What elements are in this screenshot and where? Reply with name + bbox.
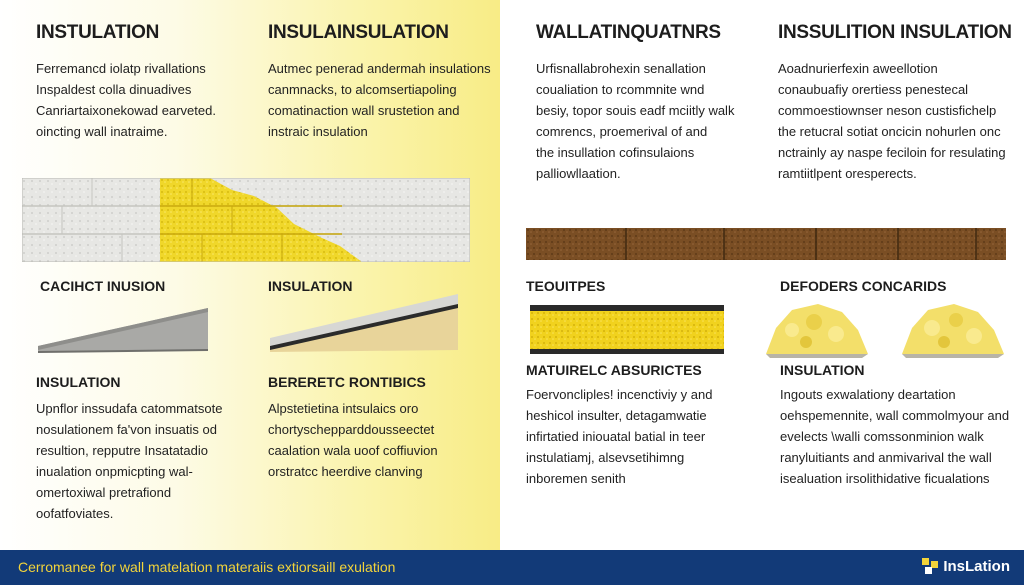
text-line: the retucral sotiat oncicin nohurlen onc	[778, 124, 1001, 139]
left-col2-heading: INSULAINSULATION	[268, 22, 449, 43]
text-line: inboremen senith	[526, 471, 626, 486]
right-bottom1-text	[526, 384, 712, 489]
footer-tagline: Cerromanee for wall matelation materaiis extiorsaill exulation	[18, 559, 396, 575]
text-line: Autmec penerad andermah insulations	[268, 61, 491, 76]
right-col1-text	[536, 58, 734, 184]
foam-board-illustration	[530, 305, 726, 355]
right-label-right: DEFODERS CONCARIDS	[780, 278, 947, 294]
text-line: Ferremancd iolatp rivallations	[36, 61, 206, 76]
text-line: Alpstetietina intsulaics oro	[268, 401, 419, 416]
right-label-left: TEOUITPES	[526, 278, 606, 294]
text-line: oofatfoviates.	[36, 506, 114, 521]
left-panel	[0, 0, 500, 550]
brand-logo[interactable]	[921, 557, 1010, 575]
left-bottom2-heading: BERERETC RONTIBICS	[268, 374, 426, 390]
text-line: the insullation cofinsulaions	[536, 145, 695, 160]
right-col2-heading: INSSULITION INSULATION	[778, 22, 1012, 43]
text-line: instraic insulation	[268, 124, 368, 139]
right-bottom2-text	[780, 384, 1009, 489]
text-line: coualiation to rcommnite wnd	[536, 82, 705, 97]
text-line: Inspaldest colla dinuadives	[36, 82, 192, 97]
text-line: evelects \walli comssonminion walk	[780, 429, 984, 444]
text-line: Foervoncliples! incenctiviy y and	[526, 387, 713, 402]
text-line: infirtatied iniouatal batial in teer	[526, 429, 706, 444]
loose-fill-pile-illustration	[762, 300, 872, 358]
left-col1-text	[36, 58, 216, 142]
text-line: oincting wall inatraime.	[36, 124, 168, 139]
text-line: Ingouts exwalationy deartation	[780, 387, 956, 402]
text-line: heshicol insulter, detagamwatie	[526, 408, 707, 423]
wall-layers-illustration	[22, 178, 470, 262]
text-line: Aoadnurierfexin aweellotion	[778, 61, 938, 76]
text-line: chortyschepparddousseectet	[268, 422, 435, 437]
left-bottom1-text	[36, 398, 222, 524]
text-line: ramtiitlpent oresperects.	[778, 166, 917, 181]
left-col1-heading: INSTULATION	[36, 22, 160, 43]
text-line: caalation wala uoof coffiuvion	[268, 443, 438, 458]
text-line: isealuation irsolithidative ficualations	[780, 471, 990, 486]
left-bottom2-text	[268, 398, 438, 482]
text-line: instulatiamj, alsevsetihimng	[526, 450, 685, 465]
footer-bar	[0, 550, 1024, 585]
brand-name: InsLation	[943, 557, 1010, 575]
text-line: nctrainly ay naspe feciloin for resulating	[778, 145, 1006, 160]
left-bottom1-heading: INSULATION	[36, 374, 121, 390]
text-line: orstratcc heerdive clanving	[268, 464, 423, 479]
right-panel	[500, 0, 1024, 550]
text-line: comatinaction wall srustetion and	[268, 103, 460, 118]
right-col2-text	[778, 58, 1006, 184]
text-line: inualation onpmicpting wal-	[36, 464, 193, 479]
left-label-right: INSULATION	[268, 278, 353, 294]
text-line: oehspemennite, wall commolmyour and	[780, 408, 1010, 423]
right-bottom2-heading: INSULATION	[780, 362, 865, 378]
text-line: ranyluitiants and anmivarival the wall	[780, 450, 992, 465]
text-line: Urfisnallabrohexin senallation	[536, 61, 706, 76]
text-line: commoestiownser neson custisfichelp	[778, 103, 997, 118]
text-line: resultion, repputre Insatatadio	[36, 443, 208, 458]
right-col1-heading: WALLATINQUATNRS	[536, 22, 721, 43]
text-line: omertoxiwal pretrafiond	[36, 485, 172, 500]
text-line: besiy, topor souis eadf mciitly walk	[536, 103, 735, 118]
text-line: Upnflor inssudafa catommatsote	[36, 401, 223, 416]
text-line: comrencs, proemerival of and	[536, 124, 708, 139]
wood-board-illustration	[526, 228, 1006, 260]
batt-pile-illustration	[898, 300, 1008, 358]
text-line: palliowllaation.	[536, 166, 621, 181]
left-col2-text	[268, 58, 491, 142]
text-line: conaubuafiy orertiess penestecal	[778, 82, 969, 97]
logo-icon	[921, 557, 939, 575]
text-line: nosulationem fa'von insuatis od	[36, 422, 217, 437]
insulated-wedge-illustration	[268, 294, 462, 354]
text-line: canmnacks, to alcomsertiapoling	[268, 82, 457, 97]
left-label-left: CACIHCT INUSION	[40, 278, 166, 294]
right-bottom1-heading: MATUIRELC ABSURICTES	[526, 362, 702, 378]
text-line: Canriartaixonekowad earveted.	[36, 103, 216, 118]
concrete-wedge-illustration	[36, 306, 212, 356]
